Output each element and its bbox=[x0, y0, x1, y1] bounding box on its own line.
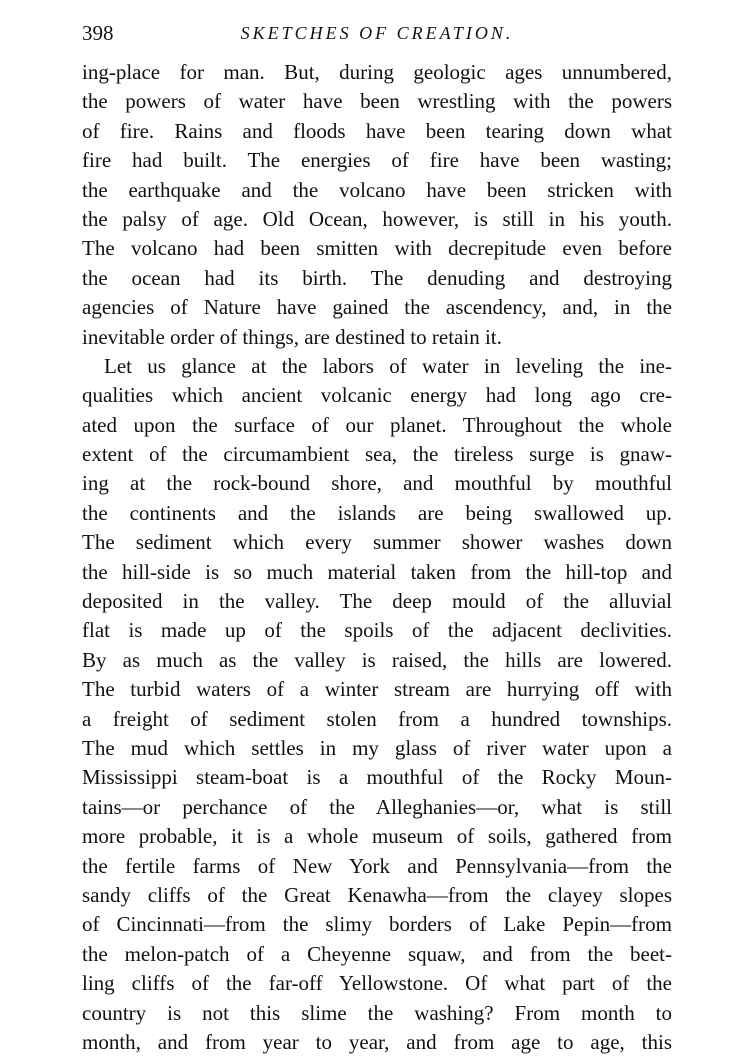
text-line: flat is made up of the spoils of the adjacent declivities. bbox=[82, 618, 672, 643]
text-line: ing-place for man. But, during geologic ages unnumbered, bbox=[82, 60, 672, 84]
text-line: deposited in the valley. The deep mould of the alluvial bbox=[82, 589, 672, 614]
text-line: of Cincinnati—from the slimy borders of Lake Pepin—from bbox=[82, 912, 672, 937]
text-line: the earthquake and the volcano have been stricken with bbox=[82, 177, 672, 202]
text-line: The mud which settles in my glass of river water upon a bbox=[82, 735, 672, 760]
text-line: the hill-side is so much material taken from the hill-top and bbox=[82, 559, 672, 584]
text-line: month, and from year to year, and from age to age, this bbox=[82, 1029, 672, 1054]
text-line: Let us glance at the labors of water in leveling the ine- bbox=[104, 353, 672, 378]
text-line: the ocean had its birth. The denuding and destroying bbox=[82, 265, 672, 290]
text-line: the continents and the islands are being swallowed up. bbox=[82, 500, 672, 525]
text-line: a freight of sediment stolen from a hundred townships. bbox=[82, 706, 672, 731]
text-line: ling cliffs of the far-off Yellowstone. Of what part of the bbox=[82, 971, 672, 996]
text-line: of fire. Rains and floods have been tearing down what bbox=[82, 118, 672, 143]
text-line: The volcano had been smitten with decrepitude even before bbox=[82, 236, 672, 261]
text-line: the fertile farms of New York and Pennsylvania—from the bbox=[82, 853, 672, 878]
body-text bbox=[82, 58, 672, 1057]
text-line: agencies of Nature have gained the ascendency, and, in the bbox=[82, 295, 672, 320]
text-line: inevitable order of things, are destined to retain it. bbox=[82, 324, 502, 349]
paragraph bbox=[82, 58, 672, 352]
text-line: sandy cliffs of the Great Kenawha—from the clayey slopes bbox=[82, 882, 672, 907]
text-line: ing at the rock-bound shore, and mouthful by mouthful bbox=[82, 471, 672, 496]
text-line: more probable, it is a whole museum of soils, gathered from bbox=[82, 824, 672, 849]
text-line: By as much as the valley is raised, the hills are lowered. bbox=[82, 647, 672, 672]
running-title: SKETCHES OF CREATION. bbox=[240, 23, 514, 43]
page-number: 398 bbox=[82, 21, 114, 45]
text-line: ated upon the surface of our planet. Throughout the whole bbox=[82, 412, 672, 437]
text-line: tains—or perchance of the Alleghanies—or, what is still bbox=[82, 794, 672, 819]
text-line: qualities which ancient volcanic energy had long ago cre- bbox=[82, 383, 672, 408]
text-line: the powers of water have been wrestling with the powers bbox=[82, 89, 672, 114]
text-line: fire had built. The energies of fire have been wasting; bbox=[82, 148, 672, 173]
text-line: extent of the circumambient sea, the tireless surge is gnaw- bbox=[82, 442, 672, 467]
text-line: the melon-patch of a Cheyenne squaw, and from the beet- bbox=[82, 941, 672, 966]
page-header bbox=[82, 18, 672, 48]
text-line: The sediment which every summer shower washes down bbox=[82, 530, 672, 555]
text-line: Mississippi steam-boat is a mouthful of the Rocky Moun- bbox=[82, 765, 672, 790]
paragraph bbox=[82, 352, 672, 1057]
text-line: country is not this slime the washing? From month to bbox=[82, 1000, 672, 1025]
text-line: The turbid waters of a winter stream are hurrying off with bbox=[82, 677, 672, 702]
text-line: the palsy of age. Old Ocean, however, is still in his youth. bbox=[82, 206, 672, 231]
